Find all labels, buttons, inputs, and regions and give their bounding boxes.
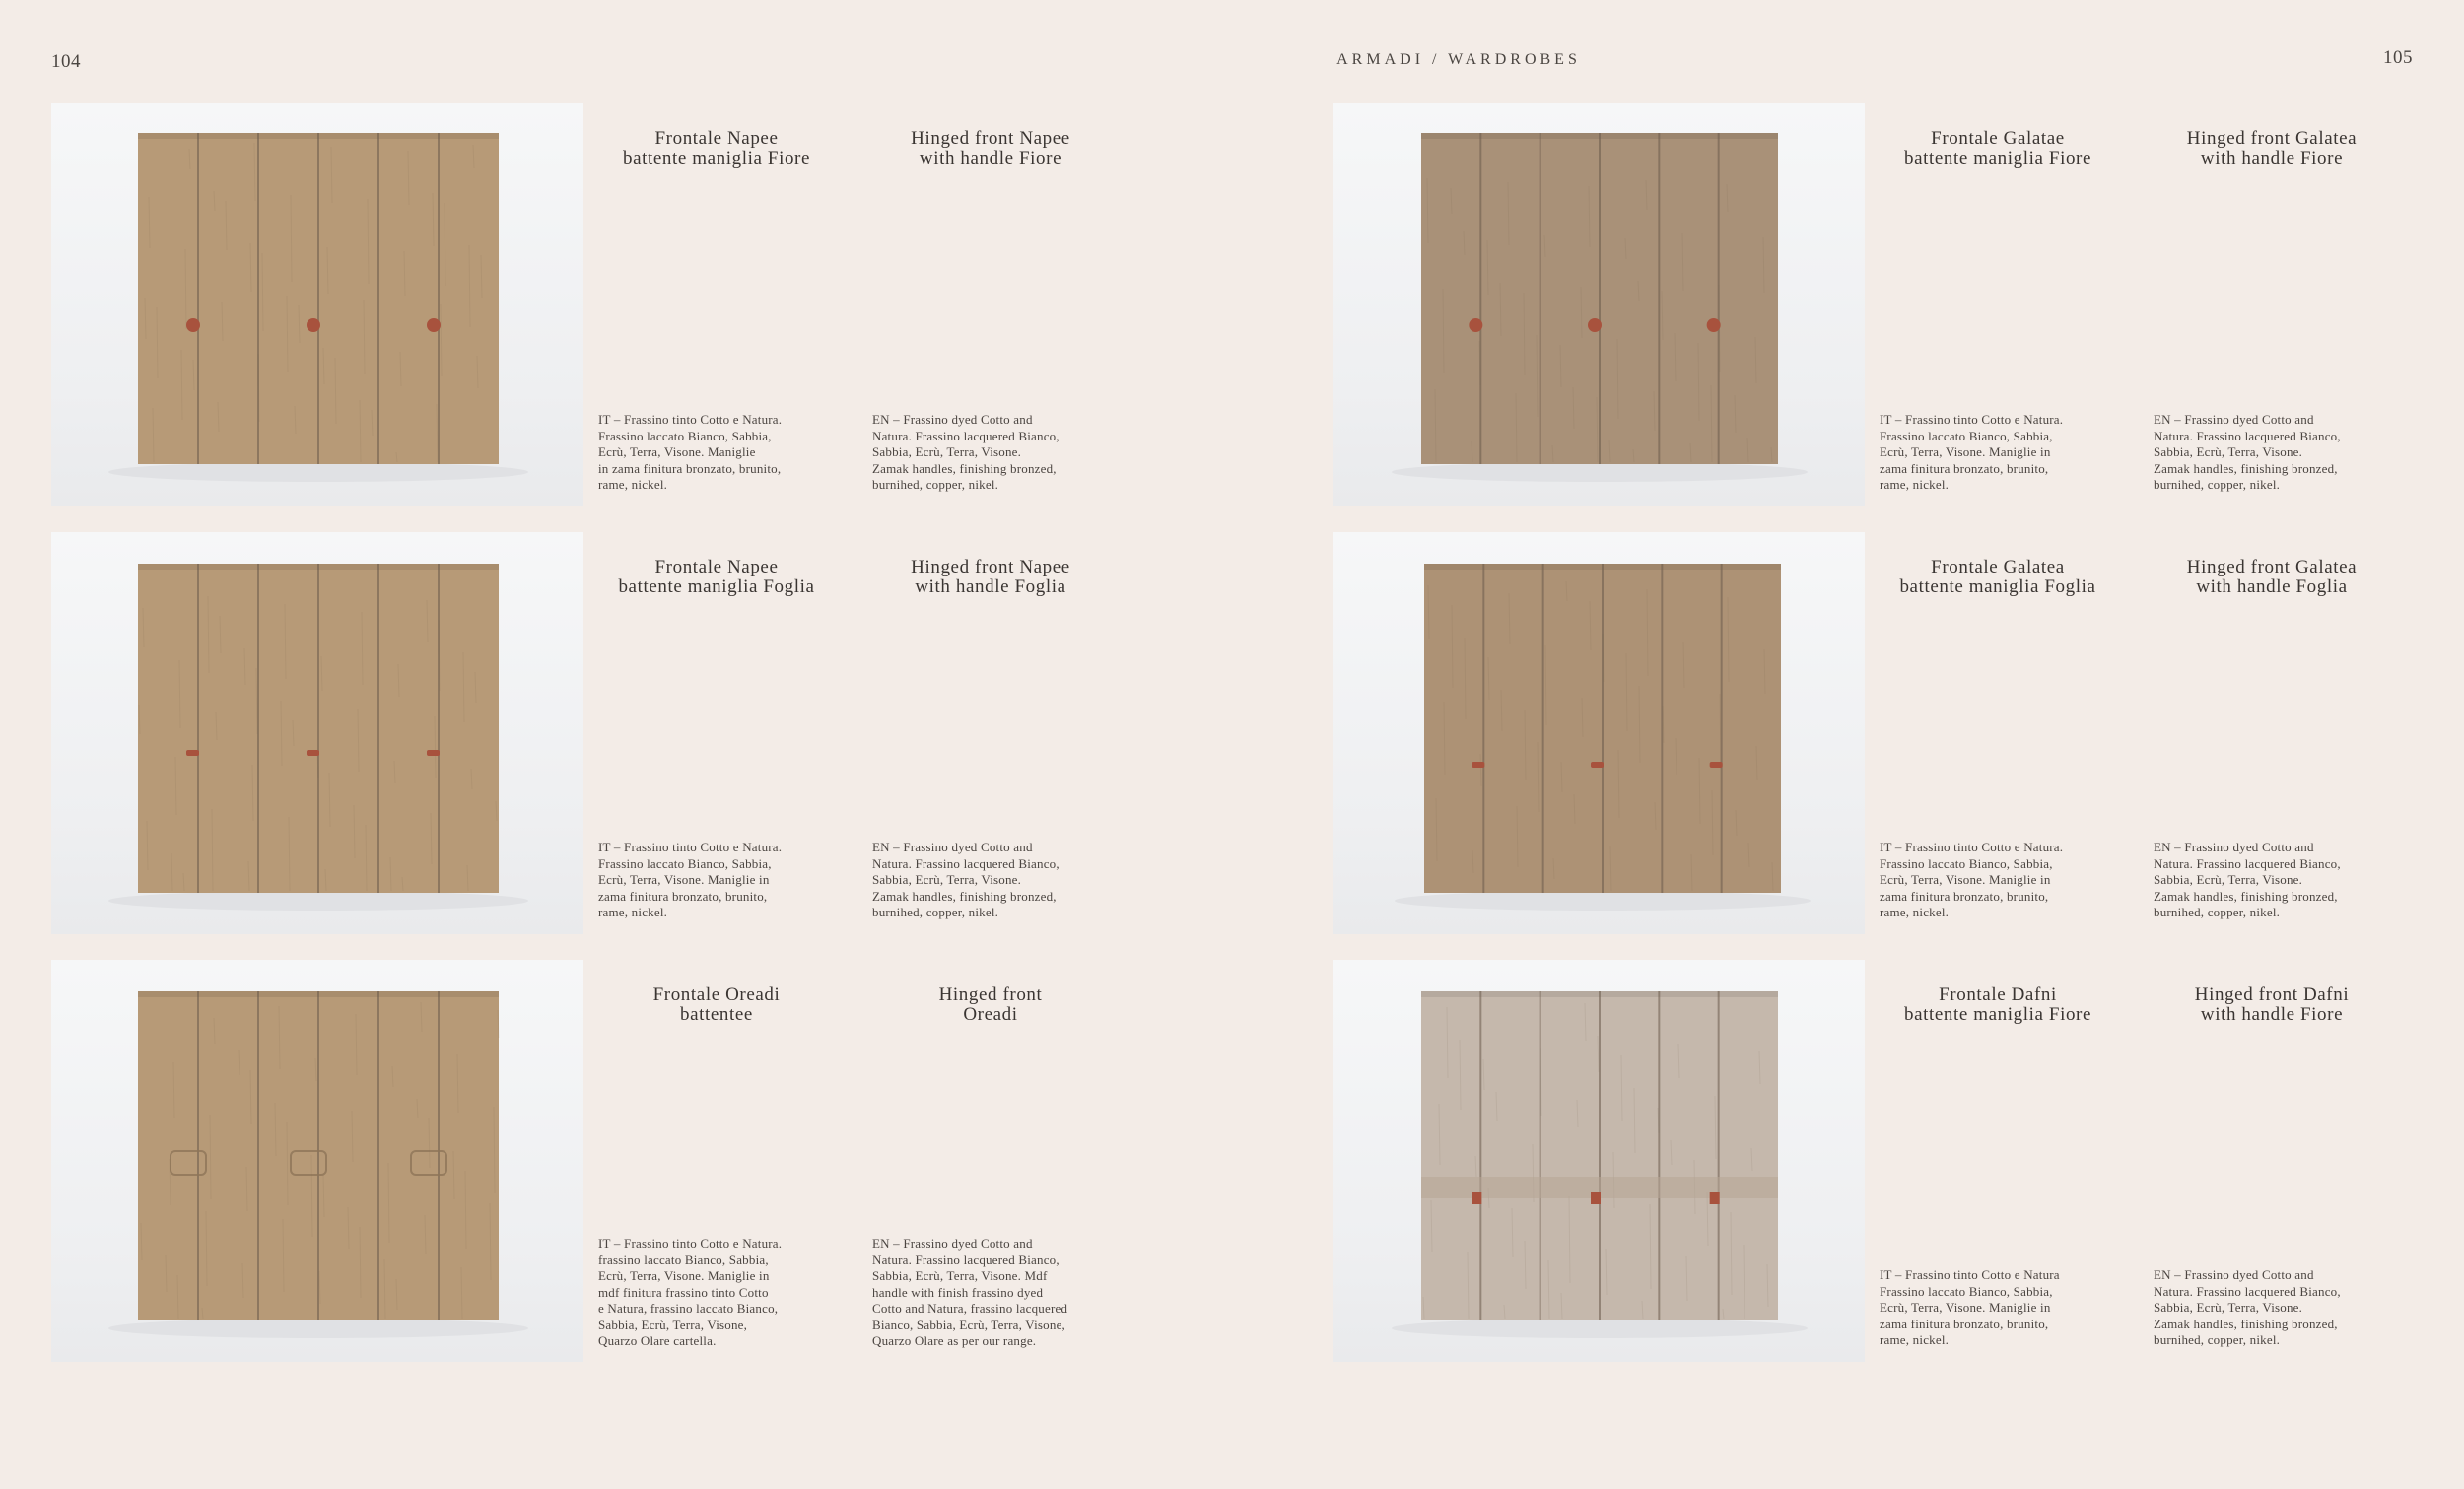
door-handle: [186, 750, 199, 756]
description-italian: IT – Frassino tinto Cotto e Natura. Frassino laccato Bianco, Sabbia, Ecrù, Terra, Visone. Maniglie in zama finitura bronzato, brunito, rame, nickel.: [1880, 840, 2064, 919]
door-handle: [1710, 762, 1723, 768]
door-handle: [1472, 1192, 1481, 1204]
door-handle: [1591, 1192, 1601, 1204]
entry-titles: [583, 985, 1135, 1045]
entry-titles: [1865, 129, 2417, 188]
wardrobe-photo: [51, 960, 583, 1362]
wardrobe-photo: [1333, 103, 1865, 506]
description-italian: IT – Frassino tinto Cotto e Natura. frassino laccato Bianco, Sabbia, Ecrù, Terra, Visone. Maniglie in mdf finitura frassino tinto Cotto e Natura, frassino laccato Bianco, Sabbia, Ecrù, Terra, Visone, Quarzo Olare cartella.: [598, 1236, 783, 1348]
floor-shadow: [108, 891, 528, 911]
wardrobe-illustration: [1333, 103, 1865, 506]
wardrobe-photo: [1333, 532, 1865, 934]
description-english: EN – Frassino dyed Cotto and Natura. Frassino lacquered Bianco, Sabbia, Ecrù, Terra, Visone. Zamak handles, finishing bronzed, burnihed, copper, nikel.: [2154, 840, 2341, 919]
floor-shadow: [1395, 891, 1811, 911]
floor-shadow: [108, 1319, 528, 1338]
description-english: EN – Frassino dyed Cotto and Natura. Frassino lacquered Bianco, Sabbia, Ecrù, Terra, Visone. Mdf handle with finish frassino dyed Cotto and Natura, frassino lacquered Bianco, Sabbia, Ecrù, Terra, Visone, Quarzo Olare as per our range.: [872, 1236, 1068, 1348]
door-handle: [427, 750, 440, 756]
page-number-left: 104: [51, 51, 81, 72]
description-english: EN – Frassino dyed Cotto and Natura. Frassino lacquered Bianco, Sabbia, Ecrù, Terra, Visone. Zamak handles, finishing bronzed, burnihed, copper, nikel.: [2154, 412, 2341, 492]
description-english: EN – Frassino dyed Cotto and Natura. Frassino lacquered Bianco, Sabbia, Ecrù, Terra, Visone. Zamak handles, finishing bronzed, burnihed, copper, nikel.: [872, 840, 1060, 919]
title-english: Hinged front Napee with handle Foglia: [911, 557, 1070, 597]
title-english: Hinged front Galatea with handle Fiore: [2186, 128, 2358, 169]
entry-titles: [583, 129, 1135, 188]
floor-shadow: [108, 462, 528, 482]
entry-titles: [1865, 985, 2417, 1045]
wardrobe-photo: [51, 103, 583, 506]
description-italian: IT – Frassino tinto Cotto e Natura. Frassino laccato Bianco, Sabbia, Ecrù, Terra, Visone. Maniglie in zama finitura bronzato, brunito, rame, nickel.: [598, 840, 783, 919]
floor-shadow: [1392, 1319, 1808, 1338]
wardrobe-illustration: [51, 960, 583, 1362]
door-handle: [1591, 762, 1604, 768]
door-handle: [1710, 1192, 1720, 1204]
product-entry: [1333, 103, 2464, 506]
page-number-right: 105: [2383, 47, 2413, 68]
title-italian: Frontale Galatea battente maniglia Foglia: [1899, 557, 2096, 597]
description-italian: IT – Frassino tinto Cotto e Natura Frassino laccato Bianco, Sabbia, Ecrù, Terra, Visone. Maniglie in zama finitura bronzato, brunito, rame, nickel.: [1880, 1267, 2060, 1347]
title-english: Hinged front Napee with handle Fiore: [911, 128, 1070, 169]
title-english: Hinged front Dafni with handle Fiore: [2194, 984, 2350, 1025]
title-italian: Frontale Dafni battente maniglia Fiore: [1903, 984, 2092, 1025]
door-handle: [1469, 318, 1482, 332]
product-entry: [51, 960, 1293, 1362]
title-italian: Frontale Napee battente maniglia Fiore: [622, 128, 811, 169]
title-italian: Frontale Oreadi battentee: [652, 984, 781, 1025]
product-entry: [1333, 960, 2464, 1362]
product-entry: [1333, 532, 2464, 934]
wardrobe-illustration: [51, 532, 583, 934]
title-italian: Frontale Napee battente maniglia Foglia: [618, 557, 815, 597]
door-handle: [1472, 762, 1484, 768]
floor-shadow: [1392, 462, 1808, 482]
wardrobe-illustration: [1333, 960, 1865, 1362]
door-handle: [307, 318, 320, 332]
wardrobe-illustration: [51, 103, 583, 506]
door-handle: [1707, 318, 1721, 332]
wardrobe-illustration: [1333, 532, 1865, 934]
description-italian: IT – Frassino tinto Cotto e Natura. Frassino laccato Bianco, Sabbia, Ecrù, Terra, Visone. Maniglie in zama finitura bronzato, brunito, rame, nickel.: [598, 412, 783, 492]
door-handle: [307, 750, 319, 756]
door-handle: [427, 318, 441, 332]
running-head: ARMADI / WARDROBES: [1336, 51, 1581, 68]
wardrobe-photo: [1333, 960, 1865, 1362]
description-italian: IT – Frassino tinto Cotto e Natura. Frassino laccato Bianco, Sabbia, Ecrù, Terra, Visone. Maniglie in zama finitura bronzato, brunito, rame, nickel.: [1880, 412, 2064, 492]
description-english: EN – Frassino dyed Cotto and Natura. Frassino lacquered Bianco, Sabbia, Ecrù, Terra, Visone. Zamak handles, finishing bronzed, burnihed, copper, nikel.: [2154, 1267, 2341, 1347]
product-entry: [51, 103, 1293, 506]
title-italian: Frontale Galatae battente maniglia Fiore: [1903, 128, 2092, 169]
entry-titles: [1865, 558, 2417, 617]
title-english: Hinged front Oreadi: [938, 984, 1043, 1025]
product-entry: [51, 532, 1293, 934]
title-english: Hinged front Galatea with handle Foglia: [2186, 557, 2358, 597]
door-handle: [1588, 318, 1602, 332]
entry-titles: [583, 558, 1135, 617]
wardrobe-photo: [51, 532, 583, 934]
door-handle: [186, 318, 200, 332]
description-english: EN – Frassino dyed Cotto and Natura. Frassino lacquered Bianco, Sabbia, Ecrù, Terra, Visone. Zamak handles, finishing bronzed, burnihed, copper, nikel.: [872, 412, 1060, 492]
